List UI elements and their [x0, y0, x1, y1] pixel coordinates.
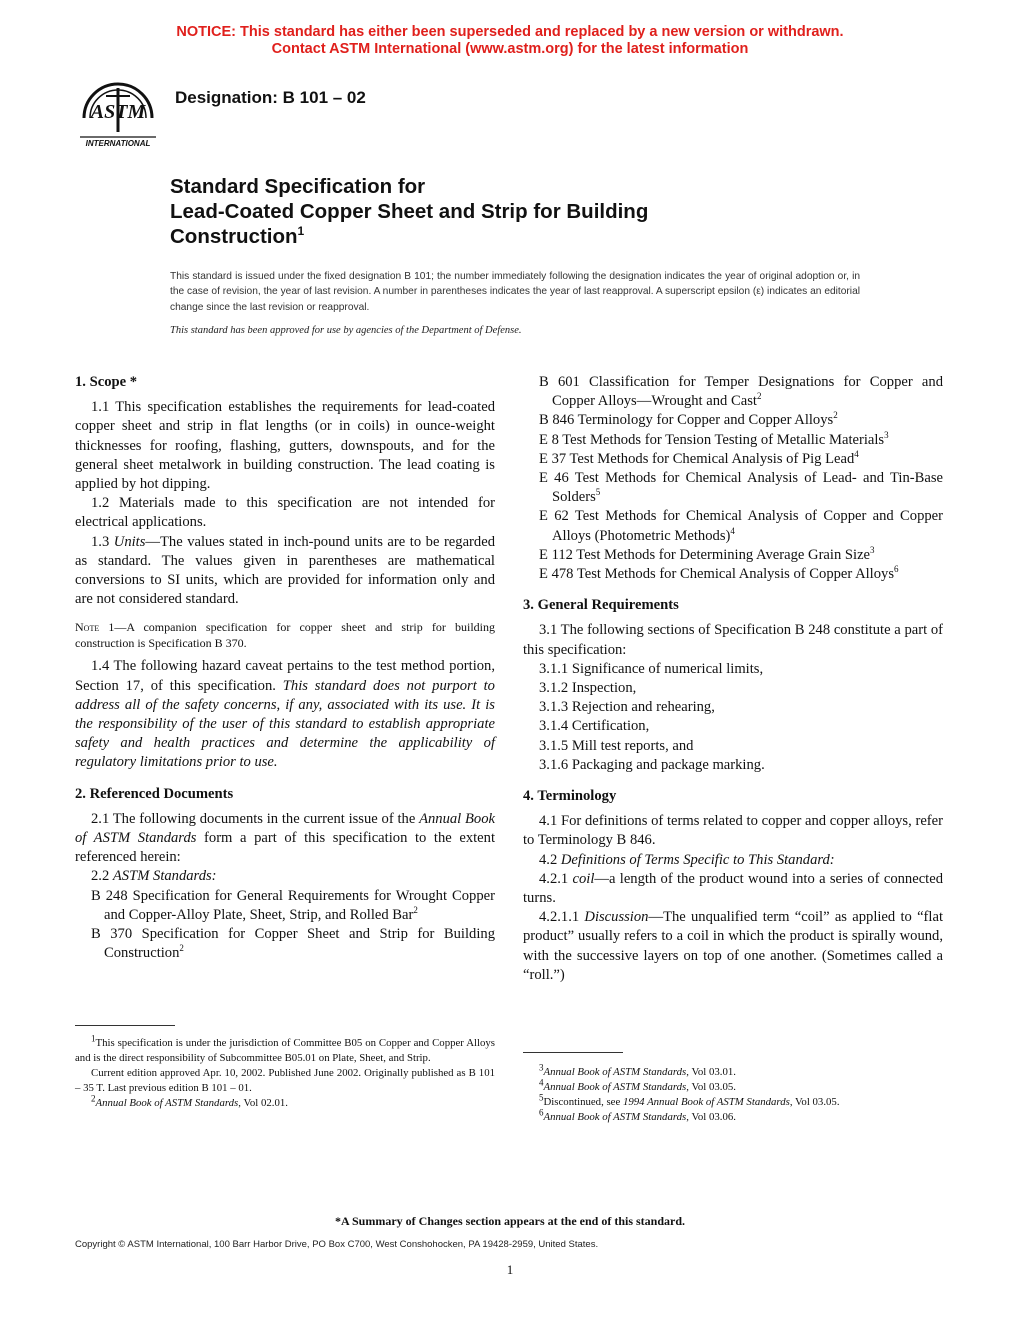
supersede-notice — [0, 24, 1020, 58]
notice-line-1: NOTICE: This standard has either been superseded and replaced by a new version or withdrawn. — [176, 24, 844, 40]
footnote-6: $^6$Annual Book of ASTM Standards, Vol 03.06. — [539, 1107, 736, 1123]
ref-b370: B 370 Specification for Copper Sheet and Strip for Building Construction$^2$ — [91, 926, 495, 962]
footnote-5: $^5$Discontinued, see 1994 Annual Book of ASTM Standards, Vol 03.05. — [539, 1092, 840, 1108]
ref-e62: E 62 Test Methods for Chemical Analysis of Copper and Copper Alloys (Photometric Methods)$^4$ — [539, 508, 943, 544]
summary-of-changes-note: *A Summary of Changes section appears at the end of this standard. — [334, 1214, 686, 1228]
footnote-rule-left — [75, 1025, 175, 1026]
left-column — [75, 373, 495, 963]
ref-e46: E 46 Test Methods for Chemical Analysis of Lead- and Tin-Base Solders$^5$ — [539, 470, 943, 506]
refs-right-list — [523, 373, 943, 584]
para-4-2: 4.2 Definitions of Terms Specific to This Standard: — [539, 851, 835, 868]
section-1-heading: 1. Scope * — [75, 374, 138, 390]
item-3-1-2: 3.1.2 Inspection, — [539, 680, 637, 697]
issuance-statement: This standard is issued under the fixed designation B 101; the number immediately following the designation indicates the year of original adoption or, in the case of revision, the year of last revision. A number in parentheses indicates the year of last reapproval. A superscript epsilon (ε) indicates an editorial change since the last revision or reapproval. — [170, 271, 860, 313]
item-3-1-3: 3.1.3 Rejection and rehearing, — [539, 699, 715, 716]
para-1-1: 1.1 This specification establishes the requirements for lead-coated copper sheet and strip in flat lengths (or in coils) in ounce-weight thicknesses for roofing, flashing, gutters, downspouts, and for the general sheet metalwork in building construction. The lead coating is applied by hot dipping. — [75, 399, 495, 493]
footnote-2: $^2$Annual Book of ASTM Standards, Vol 02.01. — [91, 1093, 288, 1109]
footnote-4: $^4$Annual Book of ASTM Standards, Vol 03.05. — [539, 1077, 736, 1093]
para-4-2-1: 4.2.1 coil—a length of the product wound into a series of connected turns. — [523, 870, 943, 907]
copyright-line: Copyright © ASTM International, 100 Barr Harbor Drive, PO Box C700, West Conshohocken, PA 19428-2959, United States. — [75, 1239, 599, 1250]
ref-e37: E 37 Test Methods for Chemical Analysis of Pig Lead$^4$ — [539, 448, 859, 467]
page-number: 1 — [506, 1262, 514, 1277]
section-3-items — [523, 660, 943, 775]
title-line-3: Construction$^1$ — [170, 224, 305, 248]
footnote-right-body — [523, 1062, 943, 1125]
ref-e112: E 112 Test Methods for Determining Average Grain Size$^3$ — [539, 544, 875, 563]
dod-approval: This standard has been approved for use by agencies of the Department of Defense. — [170, 325, 522, 336]
ref-b846: B 846 Terminology for Copper and Copper Alloys$^2$ — [539, 410, 838, 429]
ref-b248: B 248 Specification for General Requirements for Wrought Copper and Copper-Alloy Plate, Sheet, Strip, and Rolled Bar$^2$ — [91, 887, 495, 923]
para-3-1: 3.1 The following sections of Specification B 248 constitute a part of this specification: — [523, 622, 943, 658]
ref-e478: E 478 Test Methods for Chemical Analysis of Copper Alloys$^6$ — [539, 564, 899, 583]
para-4-1: 4.1 For definitions of terms related to copper and copper alloys, refer to Terminology B 846. — [523, 813, 943, 849]
notice-line-2: Contact ASTM International (www.astm.org) for the latest information — [271, 41, 749, 57]
item-3-1-4: 3.1.4 Certification, — [539, 718, 650, 735]
para-2-1: 2.1 The following documents in the current issue of the Annual Book of ASTM Standards form a part of this specification to the extent referenced herein: — [75, 810, 495, 866]
ref-b601: B 601 Classification for Temper Designations for Copper and Copper Alloys—Wrought and Cast$^2$ — [539, 374, 943, 410]
refs-left-list — [75, 887, 495, 964]
footnote-1: $^1$This specification is under the jurisdiction of Committee B05 on Copper and Copper Alloys and is the direct responsibility of Subcommittee B05.01 on Plate, Sheet, and Strip. — [75, 1033, 495, 1064]
para-1-2: 1.2 Materials made to this specification are not intended for electrical applications. — [75, 495, 495, 531]
footnotes-left — [75, 1025, 495, 1111]
footnote-rule-right — [523, 1052, 623, 1053]
item-3-1-6: 3.1.6 Packaging and package marking. — [539, 756, 765, 773]
astm-logo-mark — [76, 74, 160, 150]
title-line-1: Standard Specification for — [170, 175, 426, 198]
item-3-1-5: 3.1.5 Mill test reports, and — [539, 737, 694, 754]
section-3-heading: 3. General Requirements — [523, 597, 679, 614]
footnote-left-body — [75, 1033, 495, 1111]
para-2-2: 2.2 ASTM Standards: — [91, 868, 217, 885]
para-1-3: 1.3 Units—The values stated in inch-pound units are to be regarded as standard. The values given in parentheses are mathematical conversions to SI units, which are provided for information only and are not considered standard. — [75, 533, 495, 608]
designation: Designation: B 101 – 02 — [175, 88, 366, 107]
footnote-1-edition: Current edition approved Apr. 10, 2002. Published June 2002. Originally published as B 101 – 35 T. Last previous edition B 101 – 01. — [75, 1067, 495, 1094]
ref-e8: E 8 Test Methods for Tension Testing of Metallic Materials$^3$ — [539, 429, 889, 448]
para-1-4: 1.4 The following hazard caveat pertains to the test method portion, Section 17, of this specification. This standard does not purport to address all of the safety concerns, if any, associated with its use. It is the responsibility of the user of this standard to establish appropriate safety and health practices and determine the applicability of regulatory limitations prior to use. — [75, 658, 495, 771]
title-line-2: Lead-Coated Copper Sheet and Strip for Building — [170, 200, 649, 223]
section-4-heading: 4. Terminology — [523, 788, 617, 805]
item-3-1-1: 3.1.1 Significance of numerical limits, — [539, 660, 764, 677]
note-1: Note 1—A companion specification for copper sheet and strip for building construction is Specification B 370. — [75, 620, 495, 651]
svg-text:ASTM: ASTM — [90, 101, 146, 123]
footnote-3: $^3$Annual Book of ASTM Standards, Vol 03.01. — [539, 1062, 736, 1078]
astm-logo — [76, 74, 160, 150]
document-title — [170, 174, 870, 249]
svg-text:INTERNATIONAL: INTERNATIONAL — [85, 139, 151, 148]
para-4-2-1-1: 4.2.1.1 Discussion—The unqualified term “coil” as applied to “flat product” usually refers to a coil in which the product is spirally wound, with the successive layers on top of one another. (Sometimes called a “roll.”) — [523, 909, 944, 983]
footnotes-right — [523, 1052, 943, 1125]
right-column — [523, 373, 943, 985]
section-2-heading: 2. Referenced Documents — [75, 785, 234, 802]
